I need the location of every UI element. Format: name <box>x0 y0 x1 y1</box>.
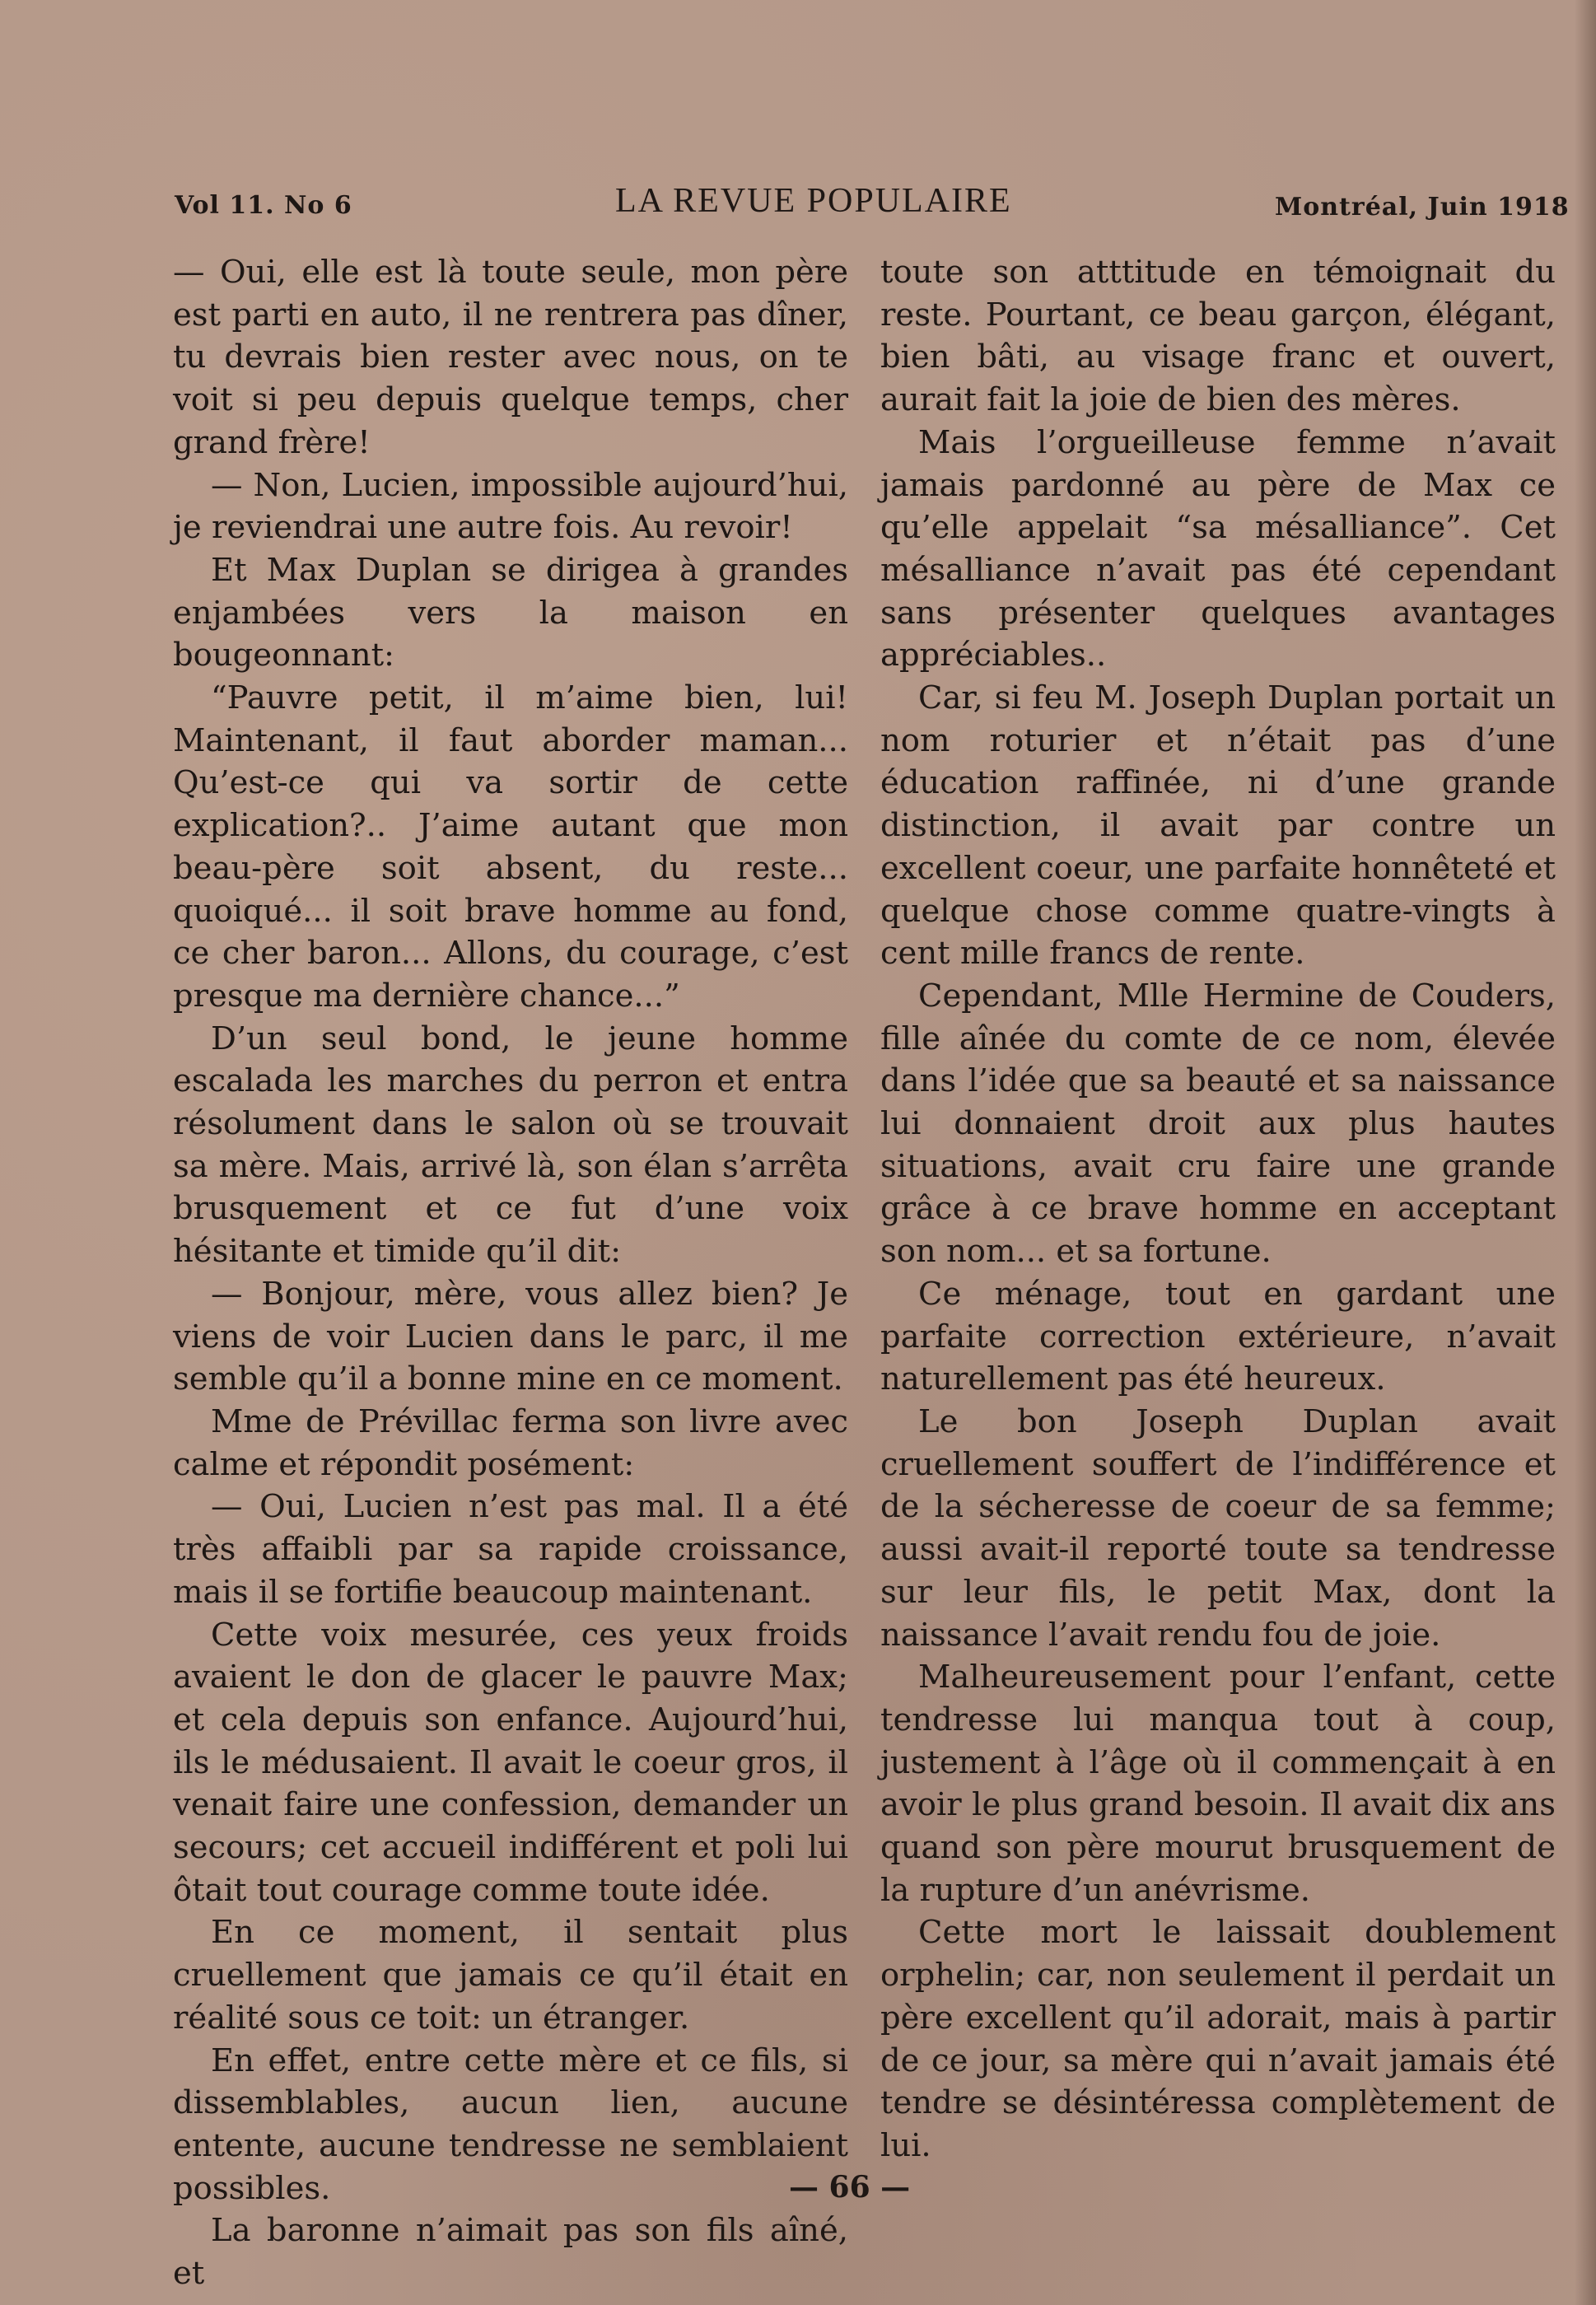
paragraph: Mais l’orgueilleuse femme n’avait jamais pardonné au père de Max ce qu’elle appelait “sa mésalliance”. Cet mésalliance n’avait pas été cependant sans présenter quelques avantages appréciables.. <box>880 423 1556 674</box>
left-text-column <box>173 251 848 2295</box>
page-number: — 66 — <box>789 2170 911 2205</box>
paragraph: D’un seul bond, le jeune homme escalada les marches du perron et entra résolument dans le salon où se trouvait sa mère. Mais, arrivé là, son élan s’arrêta brusquement et ce fut d’une voix hésitante et timide qu’il dit: <box>173 1020 848 1271</box>
paragraph: “Pauvre petit, il m’aime bien, lui! Maintenant, il faut aborder maman... Qu’est-ce qui va sortir de cette explication?.. J’aime autant que mon beau-père soit absent, du reste... quoiqué... il soit brave homme au fond, ce cher baron... Allons, du courage, c’est presque ma dernière chance...” <box>173 679 848 1015</box>
paragraph: — Bonjour, mère, vous allez bien? Je viens de voir Lucien dans le parc, il me semble qu’il a bonne mine en ce moment. <box>173 1275 848 1398</box>
paragraph: Mme de Prévillac ferma son livre avec calme et répondit posément: <box>173 1402 848 1483</box>
paragraph: — Oui, Lucien n’est pas mal. Il a été très affaibli par sa rapide croissance, mais il se fortifie beaucoup maintenant. <box>173 1488 848 1611</box>
paragraph: — Non, Lucien, impossible aujourd’hui, je reviendrai une autre fois. Au revoir! <box>173 466 848 547</box>
paragraph: En ce moment, il sentait plus cruellement que jamais ce qu’il était en réalité sous ce toit: un étranger. <box>173 1914 848 2037</box>
volume-number: Vol 11. No 6 <box>175 191 352 220</box>
magazine-title: LA REVUE POPULAIRE <box>615 182 1012 220</box>
right-text-column <box>880 251 1556 2167</box>
paragraph: Cette voix mesurée, ces yeux froids avaient le don de glacer le pauvre Max; et cela depuis son enfance. Aujourd’hui, ils le médusaient. Il avait le coeur gros, il venait faire une confession, demander un secours; cet accueil indifférent et poli lui ôtait tout courage comme toute idée. <box>173 1616 848 1909</box>
paragraph: En effet, entre cette mère et ce fils, si dissemblables, aucun lien, aucune entente, aucune tendresse ne semblaient possibles. <box>173 2041 848 2207</box>
running-header <box>0 181 1596 231</box>
paragraph: Ce ménage, tout en gardant une parfaite correction extérieure, n’avait naturellement pas été heureux. <box>880 1275 1556 1398</box>
paragraph: Malheureusement pour l’enfant, cette tendresse lui manqua tout à coup, justement à l’âge où il commençait à en avoir le plus grand besoin. Il avait dix ans quand son père mourut brusquement de la rupture d’un anévrisme. <box>880 1659 1556 1909</box>
paragraph: Cette mort le laissait doublement orphelin; car, non seulement il perdait un père excellent qu’il adorait, mais à partir de ce jour, sa mère qui n’avait jamais été tendre se désintéressa complètement de lui. <box>880 1914 1556 2164</box>
paragraph: La baronne n’aimait pas son fils aîné, et <box>173 2212 848 2293</box>
paragraph: Le bon Joseph Duplan avait cruellement souffert de l’indifférence et de la sécheresse de coeur de sa femme; aussi avait-il reporté toute sa tendresse sur leur fils, le petit Max, dont la naissance l’avait rendu fou de joie. <box>880 1402 1556 1654</box>
paragraph: Cependant, Mlle Hermine de Couders, fille aînée du comte de ce nom, élevée dans l’idée que sa beauté et sa naissance lui donnaient droit aux plus hautes situations, avait cru faire une grande grâce à ce brave homme en acceptant son nom... et sa fortune. <box>880 977 1556 1271</box>
paragraph: Et Max Duplan se dirigea à grandes enjambées vers la maison en bougeonnant: <box>173 551 848 674</box>
page-edge-shadow <box>1575 0 1596 2305</box>
paragraph: toute son atttitude en témoignait du reste. Pourtant, ce beau garçon, élégant, bien bâti, au visage franc et ouvert, aurait fait la joie de bien des mères. <box>880 254 1556 419</box>
paragraph: Car, si feu M. Joseph Duplan portait un nom roturier et n’était pas d’une éducation raffinée, ni d’une grande distinction, il avait par contre un excellent coeur, une parfaite honnêteté et quelque chose comme quatre-vingts à cent mille francs de rente. <box>880 679 1556 973</box>
place-date: Montréal, Juin 1918 <box>1275 193 1570 222</box>
paragraph: — Oui, elle est là toute seule, mon père est parti en auto, il ne rentrera pas dîner, tu devrais bien rester avec nous, on te voit si peu depuis quelque temps, cher grand frère! <box>173 254 848 461</box>
